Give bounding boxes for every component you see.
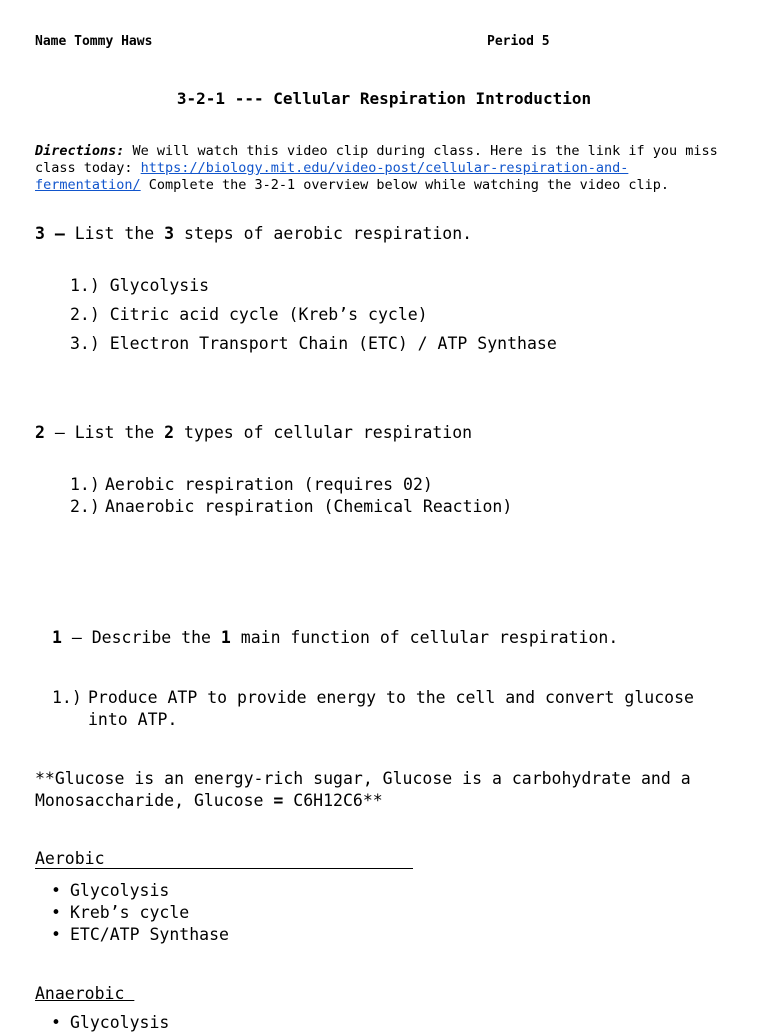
aerobic-list-item: • Glycolysis (35, 880, 229, 902)
aerobic-list-item: • ETC/ATP Synthase (35, 924, 229, 946)
section-3-dash: – (44, 224, 75, 243)
section-3-prompt-pre: List the (74, 224, 165, 243)
anaerobic-heading-text: Anaerobic (35, 984, 135, 1003)
glucose-note-pre: Monosaccharide, Glucose (35, 791, 274, 810)
section-1-item-line-1: Produce ATP to provide energy to the cell and convert glucose (88, 688, 694, 707)
aerobic-heading-wrap (35, 849, 413, 869)
section-3-heading (35, 224, 472, 243)
section-1-number: 1 (52, 628, 62, 647)
glucose-note-post: C6H12C6** (283, 791, 383, 810)
directions-text-1: We will watch this video clip during class. Here is the link if you miss (124, 143, 718, 159)
section-2-prompt-pre: List the (74, 423, 165, 442)
student-name: Name Tommy Haws (35, 34, 153, 49)
anaerobic-list-item: • Glycolysis (35, 1012, 169, 1034)
anaerobic-heading (35, 984, 134, 1003)
section-3-prompt-post: steps of aerobic respiration. (174, 224, 473, 243)
class-period: Period 5 (487, 34, 550, 49)
section-2-heading (35, 423, 472, 442)
section-2-number: 2 (35, 423, 45, 442)
directions-text-3: Complete the 3-2-1 overview below while watching the video clip. (140, 177, 669, 193)
section-3-item-3: 3.) Electron Transport Chain (ETC) / ATP Synthase (70, 334, 557, 353)
section-1-bold-count: 1 (220, 628, 231, 647)
section-1-item-line-2: into ATP. (88, 710, 178, 729)
aerobic-heading (35, 849, 413, 869)
page-title: 3-2-1 --- Cellular Respiration Introduction (176, 89, 592, 108)
aerobic-heading-text: Aerobic (35, 849, 105, 868)
anaerobic-list (35, 1012, 169, 1034)
glucose-note-line-2 (35, 791, 383, 810)
directions-label: Directions: (35, 143, 125, 159)
section-3-item-2: 2.) Citric acid cycle (Kreb’s cycle) (70, 305, 428, 324)
section-2-item-2-number: 2.) (70, 497, 100, 516)
video-link-part-1[interactable]: https://biology.mit.edu/video-post/cellular-respiration-and- (140, 160, 629, 176)
glucose-note-equals: = (273, 791, 284, 810)
section-3-bold-count: 3 (164, 224, 175, 243)
aerobic-list-item: • Kreb’s cycle (35, 902, 229, 924)
directions-line-3 (35, 177, 718, 194)
video-link-part-2[interactable]: fermentation/ (35, 177, 141, 193)
section-2-item-1-number: 1.) (70, 475, 100, 494)
aerobic-list (35, 880, 229, 946)
section-3-item-1: 1.) Glycolysis (70, 276, 210, 295)
directions-line-2 (35, 160, 718, 177)
section-1-prompt-post: main function of cellular respiration. (230, 628, 619, 647)
section-1-prompt-pre: Describe the (91, 628, 221, 647)
directions-paragraph (35, 143, 718, 194)
section-2-item-2: Anaerobic respiration (Chemical Reaction) (105, 497, 513, 516)
section-1-dash: – (61, 628, 92, 647)
section-1-item-number: 1.) (52, 688, 82, 707)
section-2-prompt-post: types of cellular respiration (174, 423, 473, 442)
directions-text-2: class today: (35, 160, 141, 176)
section-2-bold-count: 2 (164, 423, 175, 442)
glucose-note-line-1: **Glucose is an energy-rich sugar, Glucose is a carbohydrate and a (35, 769, 691, 788)
section-3-number: 3 (35, 224, 45, 243)
directions-line-1 (35, 143, 718, 160)
section-2-item-1: Aerobic respiration (requires 02) (105, 475, 433, 494)
section-1-heading (52, 628, 618, 647)
section-2-dash: – (44, 423, 75, 442)
